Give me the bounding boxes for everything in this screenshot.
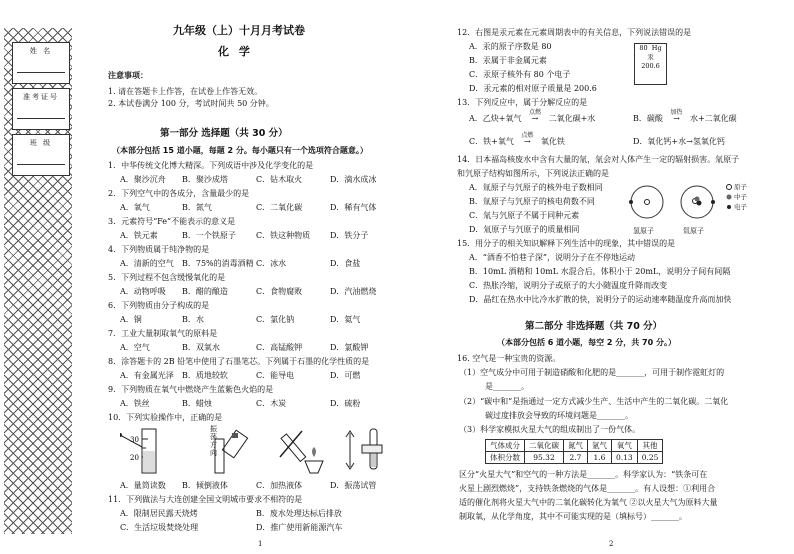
- legend-icons: [727, 185, 732, 210]
- q2-d: D．稀有气体: [330, 203, 377, 212]
- mercury-element-card: [634, 43, 667, 85]
- table-cell: 其他: [637, 440, 663, 452]
- q12-d: D．汞元素的相对原子质量是 200.6: [469, 84, 597, 93]
- exam-title: 九年级（上）十月月考试卷: [173, 24, 305, 37]
- q13-a-cond: 点燃: [529, 109, 542, 116]
- q3-a: A．铁元素: [120, 231, 158, 240]
- q6-b: B．水: [182, 315, 204, 324]
- notice-title: 注意事项：: [108, 71, 148, 80]
- q1-c: C．钻木取火: [256, 175, 303, 184]
- q15-b: B．10mL 酒精和 10mL 水混合后，体积小于 20mL，说明分子间有间隔: [469, 267, 731, 276]
- q14: 14．日本福岛核废水中含有大量的氚，氚会对人体产生一定的辐射损害。氚原子: [457, 155, 740, 164]
- q13-b: B．碳酸 加热 → 水+二氧化碳: [633, 109, 737, 123]
- q13-c-reactants: C．铁+氧气: [469, 137, 514, 146]
- q9-a: A．铁丝: [120, 399, 150, 408]
- mars-gas-table: [485, 439, 663, 464]
- table-row: [486, 440, 663, 452]
- q16-3c: 适的催化剂将火星大气中的二氧化碳转化为氧气 ②以火星大气为原料大量: [459, 498, 718, 507]
- q6-d: D．氦气: [330, 315, 361, 324]
- q7-a: A．空气: [120, 343, 150, 352]
- q7-d: D．氯酸钾: [330, 343, 369, 352]
- q16-3: （3）科学家模拟火星大气的组成制出了一份气体。: [459, 425, 641, 434]
- subject-title: 化 学: [218, 45, 253, 58]
- q2-a: A．氧气: [120, 203, 150, 212]
- q8-c: C．能导电: [256, 371, 295, 380]
- table-row: [486, 452, 663, 464]
- hg-mass: 200.6: [641, 62, 660, 70]
- table-cell: 二氧化碳: [525, 440, 564, 452]
- hg-name: 汞: [647, 53, 654, 61]
- q3-c: C．铁这种物质: [256, 231, 311, 240]
- q14-c: C．氚与氕原子不属于同种元素: [469, 211, 580, 220]
- q5-c: C．食物腐败: [256, 287, 303, 296]
- q16-1a: （1）空气成分中可用于制造硝酸和化肥的是_______，可用于制作霓虹灯的: [459, 368, 725, 377]
- q8: 8．涂答题卡的 2B 铅笔中使用了石墨笔芯。下列属于石墨的化学性质的是: [108, 357, 370, 366]
- hg-symbol: Hg: [651, 44, 662, 52]
- class-label: 班 级: [29, 139, 53, 147]
- notice-1: 1. 请在答题卡上作答，在试卷上作答无效。: [108, 87, 263, 96]
- class-box[interactable]: [12, 134, 70, 176]
- name-box[interactable]: [12, 42, 70, 84]
- q13-c-cond: 点燃: [521, 132, 534, 139]
- hydrogen-atom-icon: [629, 186, 663, 218]
- q14-b: B．氚原子与氕原子的核电荷数不同: [469, 197, 595, 206]
- q9: 9．下列物质在氧气中燃烧产生蓝紫色火焰的是: [108, 385, 274, 394]
- heating-liquid-icon: [280, 431, 323, 473]
- q14-d: D．氚原子与氕原子的质量相同: [469, 225, 580, 234]
- part1-desc: （本部分包括 15 道小题，每题 2 分。每小题只有一个选项符合题意。）: [112, 146, 368, 155]
- q7-c: C．高锰酸钾: [256, 343, 303, 352]
- binding-strip: [4, 28, 72, 534]
- notice-2: 2. 本试卷满分 100 分，考试时间共 50 分钟。: [108, 99, 274, 108]
- q16-3d: 制取氧，从化学角度，其中不可能实现的是（填标号）_______。: [459, 512, 687, 521]
- q16-3b: 火星上剧烈燃烧”，支持铁条燃烧的气体是_______。有人设想：①利用合: [459, 484, 716, 493]
- q11-a: A．限制居民露天烧烤: [120, 509, 198, 518]
- part2-title: 第二部分 非选择题（共 70 分）: [525, 321, 663, 332]
- q6: 6．下列物质由分子构成的是: [108, 301, 210, 310]
- q10-tick-20: 20: [130, 454, 139, 462]
- legend-neutron: 中子: [734, 193, 747, 201]
- hydrogen-label: 氢原子: [633, 227, 654, 235]
- q4: 4．下列物质属于纯净物的是: [108, 245, 210, 254]
- q12-b: B．汞属于非金属元素: [469, 56, 547, 65]
- q13-c-products: 氧化铁: [540, 137, 565, 146]
- q12-a: A．汞的原子序数是 80: [469, 42, 552, 51]
- q1: 1．中华传统文化博大精深。下列成语中涉及化学变化的是: [108, 161, 314, 170]
- table-cell: 0.25: [637, 452, 663, 464]
- q13-c: C．铁+氧气 点燃 → 氧化铁: [469, 132, 565, 146]
- name-label: 姓 名: [29, 47, 53, 55]
- legend-proton: 原子: [734, 183, 747, 191]
- q8-a: A．有金属光泽: [120, 371, 174, 380]
- q11-c: C．生活垃圾焚烧处理: [120, 523, 199, 532]
- table-cell: 1.6: [588, 452, 612, 464]
- q9-b: B．蜡烛: [182, 399, 212, 408]
- q11-b: B．废水处理达标后排放: [256, 509, 342, 518]
- shaking-test-tube-icon: [346, 429, 382, 469]
- table-cell: 0.13: [612, 452, 638, 464]
- q3-d: D．铁分子: [330, 231, 369, 240]
- q10-d: D．振荡试管: [330, 481, 377, 490]
- exam-no-label: 准考证号: [23, 93, 59, 101]
- q5: 5．下列过程不包含缓慢氧化的是: [108, 273, 226, 282]
- q16-2b: 碳过度排放会导致的环境问题是_______。: [485, 411, 633, 420]
- tritium-label: 氚原子: [683, 227, 704, 235]
- q4-c: C．冰水: [256, 259, 287, 268]
- q14-cont: 和氕原子结构如图所示，下列说法正确的是: [457, 169, 609, 178]
- q15-c: C．热胀冷缩，说明分子或原子的大小随温度升降而改变: [469, 281, 668, 290]
- table-cell: 氮气: [564, 440, 588, 452]
- q8-b: B．质地较软: [182, 371, 228, 380]
- q10-figures: [120, 427, 390, 477]
- table-cell: 气体成分: [486, 440, 525, 452]
- q13-b-cond: 加热: [670, 109, 683, 116]
- q16-1b: 是_______。: [485, 382, 529, 391]
- part1-title: 第一部分 选择题（共 30 分）: [160, 128, 288, 139]
- q5-a: A．动物呼吸: [120, 287, 166, 296]
- q6-a: A．铜: [120, 315, 142, 324]
- q3: 3．元素符号“Fe”不能表示的意义是: [108, 217, 236, 226]
- page-number-2: 2: [609, 540, 614, 548]
- q13-a-reactants: A．乙炔+氧气: [469, 114, 522, 123]
- legend-electron: 电子: [734, 203, 747, 211]
- table-cell: 95.32: [525, 452, 564, 464]
- q2-c: C．二氧化碳: [256, 203, 303, 212]
- q12-c: C．汞原子核外有 80 个电子: [469, 70, 571, 79]
- q16-2a: （2）“碳中和”是指通过一定方式减少生产、生活中产生的二氧化碳。二氧化: [459, 397, 729, 406]
- q10-b: B．倾倒液体: [182, 481, 228, 490]
- q13: 13．下列反应中，属于分解反应的是: [457, 98, 588, 107]
- q10-c: C．加热液体: [256, 481, 303, 490]
- q14-a: A．氚原子与氕原子的核外电子数相同: [469, 183, 603, 192]
- q12: 12．右图是汞元素在元素周期表中的有关信息，下列说法错误的是: [457, 28, 692, 37]
- q5-d: D．汽油燃烧: [330, 287, 377, 296]
- q15: 15．用分子的相关知识解释下列生活中的现象，其中错误的是: [457, 239, 676, 248]
- q4-a: A．清新的空气: [120, 259, 174, 268]
- q13-a: A．乙炔+氧气 点燃 → 二氧化碳+水: [469, 109, 596, 123]
- atom-structure-figure: [627, 180, 747, 225]
- tritium-atom-icon: [681, 186, 715, 218]
- q15-d: D．晶红在热水中比冷水扩散的快，说明分子的运动速率随温度升高而加快: [469, 295, 732, 304]
- q13-a-products: 二氧化碳+水: [548, 114, 596, 123]
- page-number-1: 1: [258, 540, 263, 548]
- q7-b: B．双氧水: [182, 343, 220, 352]
- hg-number: 80: [639, 44, 648, 52]
- q10-tick-30: 30: [130, 436, 139, 444]
- table-cell: 体积分数: [486, 452, 525, 464]
- graduated-cylinder-icon: [120, 429, 156, 473]
- q11: 11．下列做法与大连创建全国文明城市要求不相符的是: [108, 495, 303, 504]
- q4-b: B．75%的消毒酒精: [182, 259, 254, 268]
- q10-a: A．量筒读数: [120, 481, 166, 490]
- q2-b: B．氮气: [182, 203, 212, 212]
- q9-d: D．硫粉: [330, 399, 361, 408]
- q4-d: D．食盐: [330, 259, 361, 268]
- q3-b: B．一个铁原子: [182, 231, 236, 240]
- q13-b-products: 水+二氧化碳: [689, 114, 737, 123]
- q15-a: A．“酒香不怕巷子深”，说明分子在不停地运动: [469, 253, 635, 262]
- q11-d: D．推广使用新能源汽车: [256, 523, 343, 532]
- q16-3a: 区分“火星大气”和空气的一种方法是_______。科学家认为：“铁条可在: [459, 470, 708, 479]
- q8-d: D．可燃: [330, 371, 361, 380]
- table-cell: 2.7: [564, 452, 588, 464]
- exam-no-box[interactable]: [12, 88, 70, 130]
- q7: 7．工业大量制取氧气的原料是: [108, 329, 218, 338]
- q10-shake-direction: 振荡方向: [210, 425, 217, 457]
- q16: 16. 空气是一种宝贵的资源。: [457, 354, 561, 363]
- q13-d: D．氧化钙+水→氢氧化钙: [633, 137, 725, 146]
- q6-c: C．氯化钠: [256, 315, 295, 324]
- q5-b: B．醋的酿造: [182, 287, 228, 296]
- q2: 2．下列空气中的各成分，含量最少的是: [108, 189, 250, 198]
- q10: 10．下列实验操作中，正确的是: [108, 413, 223, 422]
- table-cell: 氧气: [612, 440, 638, 452]
- q1-b: B．聚沙成塔: [182, 175, 228, 184]
- q13-b-reactants: B．碳酸: [633, 114, 663, 123]
- q1-d: D．滴水成冰: [330, 175, 377, 184]
- part2-desc: （本部分包括 6 道小题，每空 2 分，共 70 分。）: [497, 338, 676, 347]
- page-2: [397, 0, 794, 554]
- q9-c: C．木炭: [256, 399, 287, 408]
- q1-a: A．聚沙沉舟: [120, 175, 166, 184]
- table-cell: 氩气: [588, 440, 612, 452]
